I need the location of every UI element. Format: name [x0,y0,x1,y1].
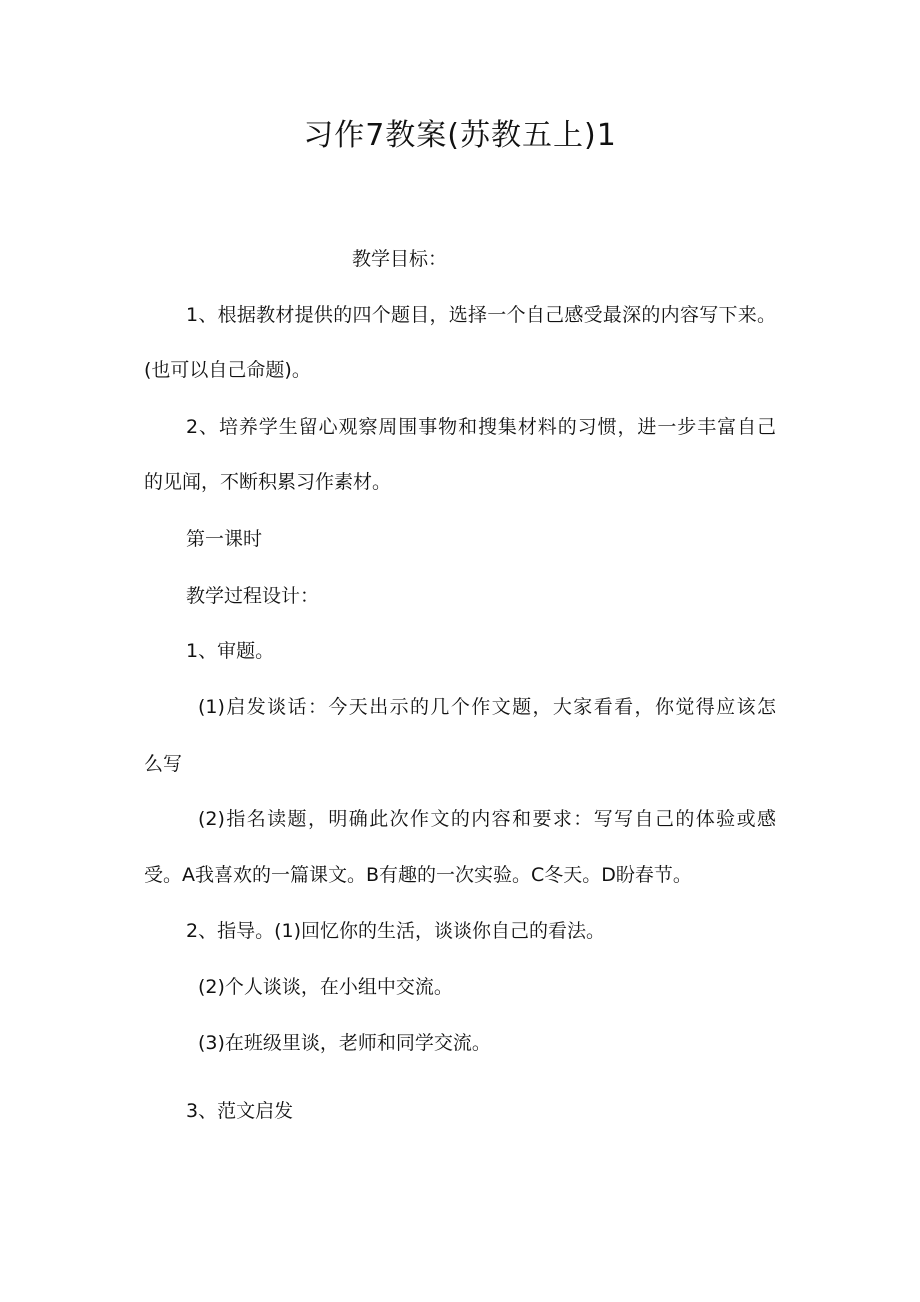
step-1-2-line-2: 受。A我喜欢的一篇课文。B有趣的一次实验。C冬天。D盼春节。 [144,864,692,886]
step-2: 2、指导。(1)回忆你的生活，谈谈你自己的看法。 [186,920,606,942]
lesson-heading: 第一课时 [186,528,263,550]
step-1-1-line-2: 么写 [144,753,183,775]
step-3: 3、范文启发 [186,1100,294,1122]
objective-1-line-2: (也可以自己命题)。 [144,359,311,381]
step-2-3: (3)在班级里谈，老师和同学交流。 [198,1032,491,1054]
objective-1-line-1: 1、根据教材提供的四个题目，选择一个自己感受最深的内容写下来。 [186,304,776,326]
objective-2-line-2: 的见闻，不断积累习作素材。 [144,471,392,493]
step-1: 1、审题。 [186,640,275,662]
step-2-2: (2)个人谈谈，在小组中交流。 [198,976,453,998]
process-heading: 教学过程设计： [186,585,320,607]
step-1-1-line-1: (1)启发谈话：今天出示的几个作文题，大家看看，你觉得应该怎 [198,696,776,718]
objectives-heading: 教学目标： [352,248,448,270]
document-title: 习作7教案(苏教五上)1 [303,118,617,153]
objective-2-line-1: 2、培养学生留心观察周围事物和搜集材料的习惯，进一步丰富自己 [186,416,776,438]
step-1-2-line-1: (2)指名读题，明确此次作文的内容和要求：写写自己的体验或感 [198,808,776,830]
